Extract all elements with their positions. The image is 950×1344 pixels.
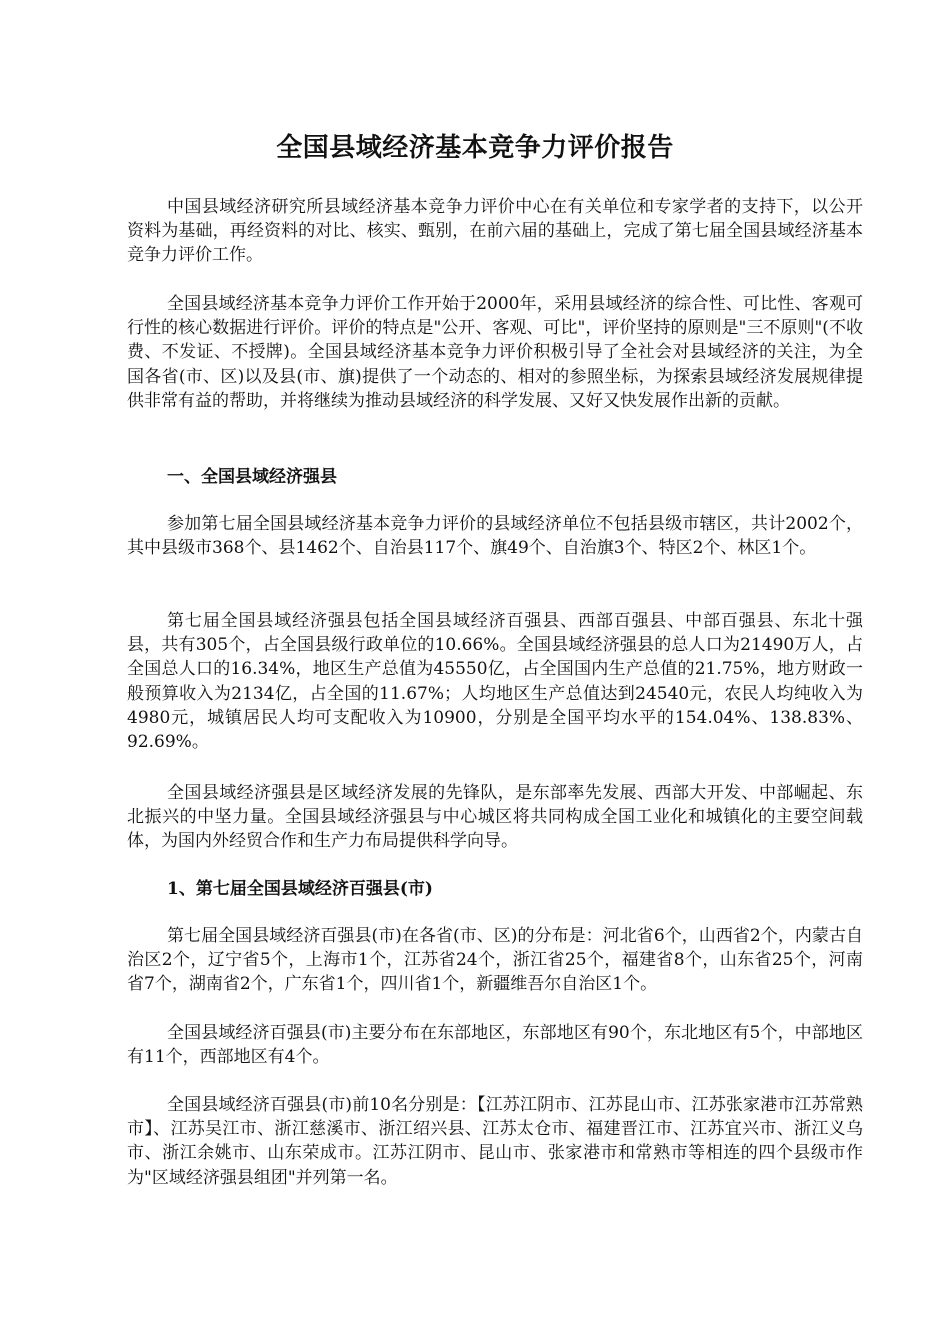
section-heading-strong-counties: 一、全国县域经济强县 — [167, 467, 337, 487]
subsection-heading-top100: 1、第七届全国县域经济百强县(市) — [167, 879, 433, 899]
subsection1-paragraph-3: 全国县域经济百强县(市)前10名分别是：【江苏江阴市、江苏昆山市、江苏张家港市江苏常熟市】、江苏吴江市、浙江慈溪市、浙江绍兴县、江苏太仓市、福建晋江市、江苏宜兴市、浙江义乌市、浙江余姚市、山东荣成市。江苏江阴市、昆山市、张家港市和常熟市等相连的四个县级市作为"区域经济强县组团"并列第一名。 — [127, 1095, 863, 1188]
section1-paragraph-1: 参加第七届全国县域经济基本竞争力评价的县域经济单位不包括县级市辖区，共计2002个，其中县级市368个、县1462个、自治县117个、旗49个、自治旗3个、特区2个、林区1个。 — [127, 514, 863, 559]
section1-paragraph-2: 第七届全国县域经济强县包括全国县域经济百强县、西部百强县、中部百强县、东北十强县，共有305个，占全国县级行政单位的10.66%。全国县域经济强县的总人口为21490万人，占全国总人口的16.34%，地区生产总值为45550亿，占全国国内生产总值的21.75%，地方财政一般预算收入为2134亿，占全国的11.67%；人均地区生产总值达到24540元，农民人均纯收入为4980元，城镇居民人均可支配收入为10900，分别是全国平均水平的154.04%、138.83%、92.69%。 — [127, 611, 863, 753]
intro-paragraph-2: 全国县域经济基本竞争力评价工作开始于2000年，采用县域经济的综合性、可比性、客观可行性的核心数据进行评价。评价的特点是"公开、客观、可比"，评价坚持的原则是"三不原则"(不收费、不发证、不授牌)。全国县域经济基本竞争力评价积极引导了全社会对县域经济的关注，为全国各省(市、区)以及县(市、旗)提供了一个动态的、相对的参照坐标，为探索县域经济发展规律提供非常有益的帮助，并将继续为推动县域经济的科学发展、又好又快发展作出新的贡献。 — [127, 294, 863, 411]
subsection1-paragraph-2: 全国县域经济百强县(市)主要分布在东部地区，东部地区有90个，东北地区有5个，中部地区有11个，西部地区有4个。 — [127, 1023, 863, 1068]
document-title: 全国县域经济基本竞争力评价报告 — [276, 133, 674, 163]
subsection1-paragraph-1: 第七届全国县域经济百强县(市)在各省(市、区)的分布是：河北省6个，山西省2个，内蒙古自治区2个，辽宁省5个，上海市1个，江苏省24个，浙江省25个，福建省8个，山东省25个，河南省7个，湖南省2个，广东省1个，四川省1个，新疆维吾尔自治区1个。 — [127, 926, 863, 995]
section1-paragraph-3: 全国县域经济强县是区域经济发展的先锋队，是东部率先发展、西部大开发、中部崛起、东北振兴的中坚力量。全国县域经济强县与中心城区将共同构成全国工业化和城镇化的主要空间载体，为国内外经贸合作和生产力布局提供科学向导。 — [127, 783, 863, 852]
intro-paragraph-1: 中国县域经济研究所县域经济基本竞争力评价中心在有关单位和专家学者的支持下，以公开资料为基础，再经资料的对比、核实、甄别，在前六届的基础上，完成了第七届全国县域经济基本竞争力评价工作。 — [127, 197, 863, 266]
